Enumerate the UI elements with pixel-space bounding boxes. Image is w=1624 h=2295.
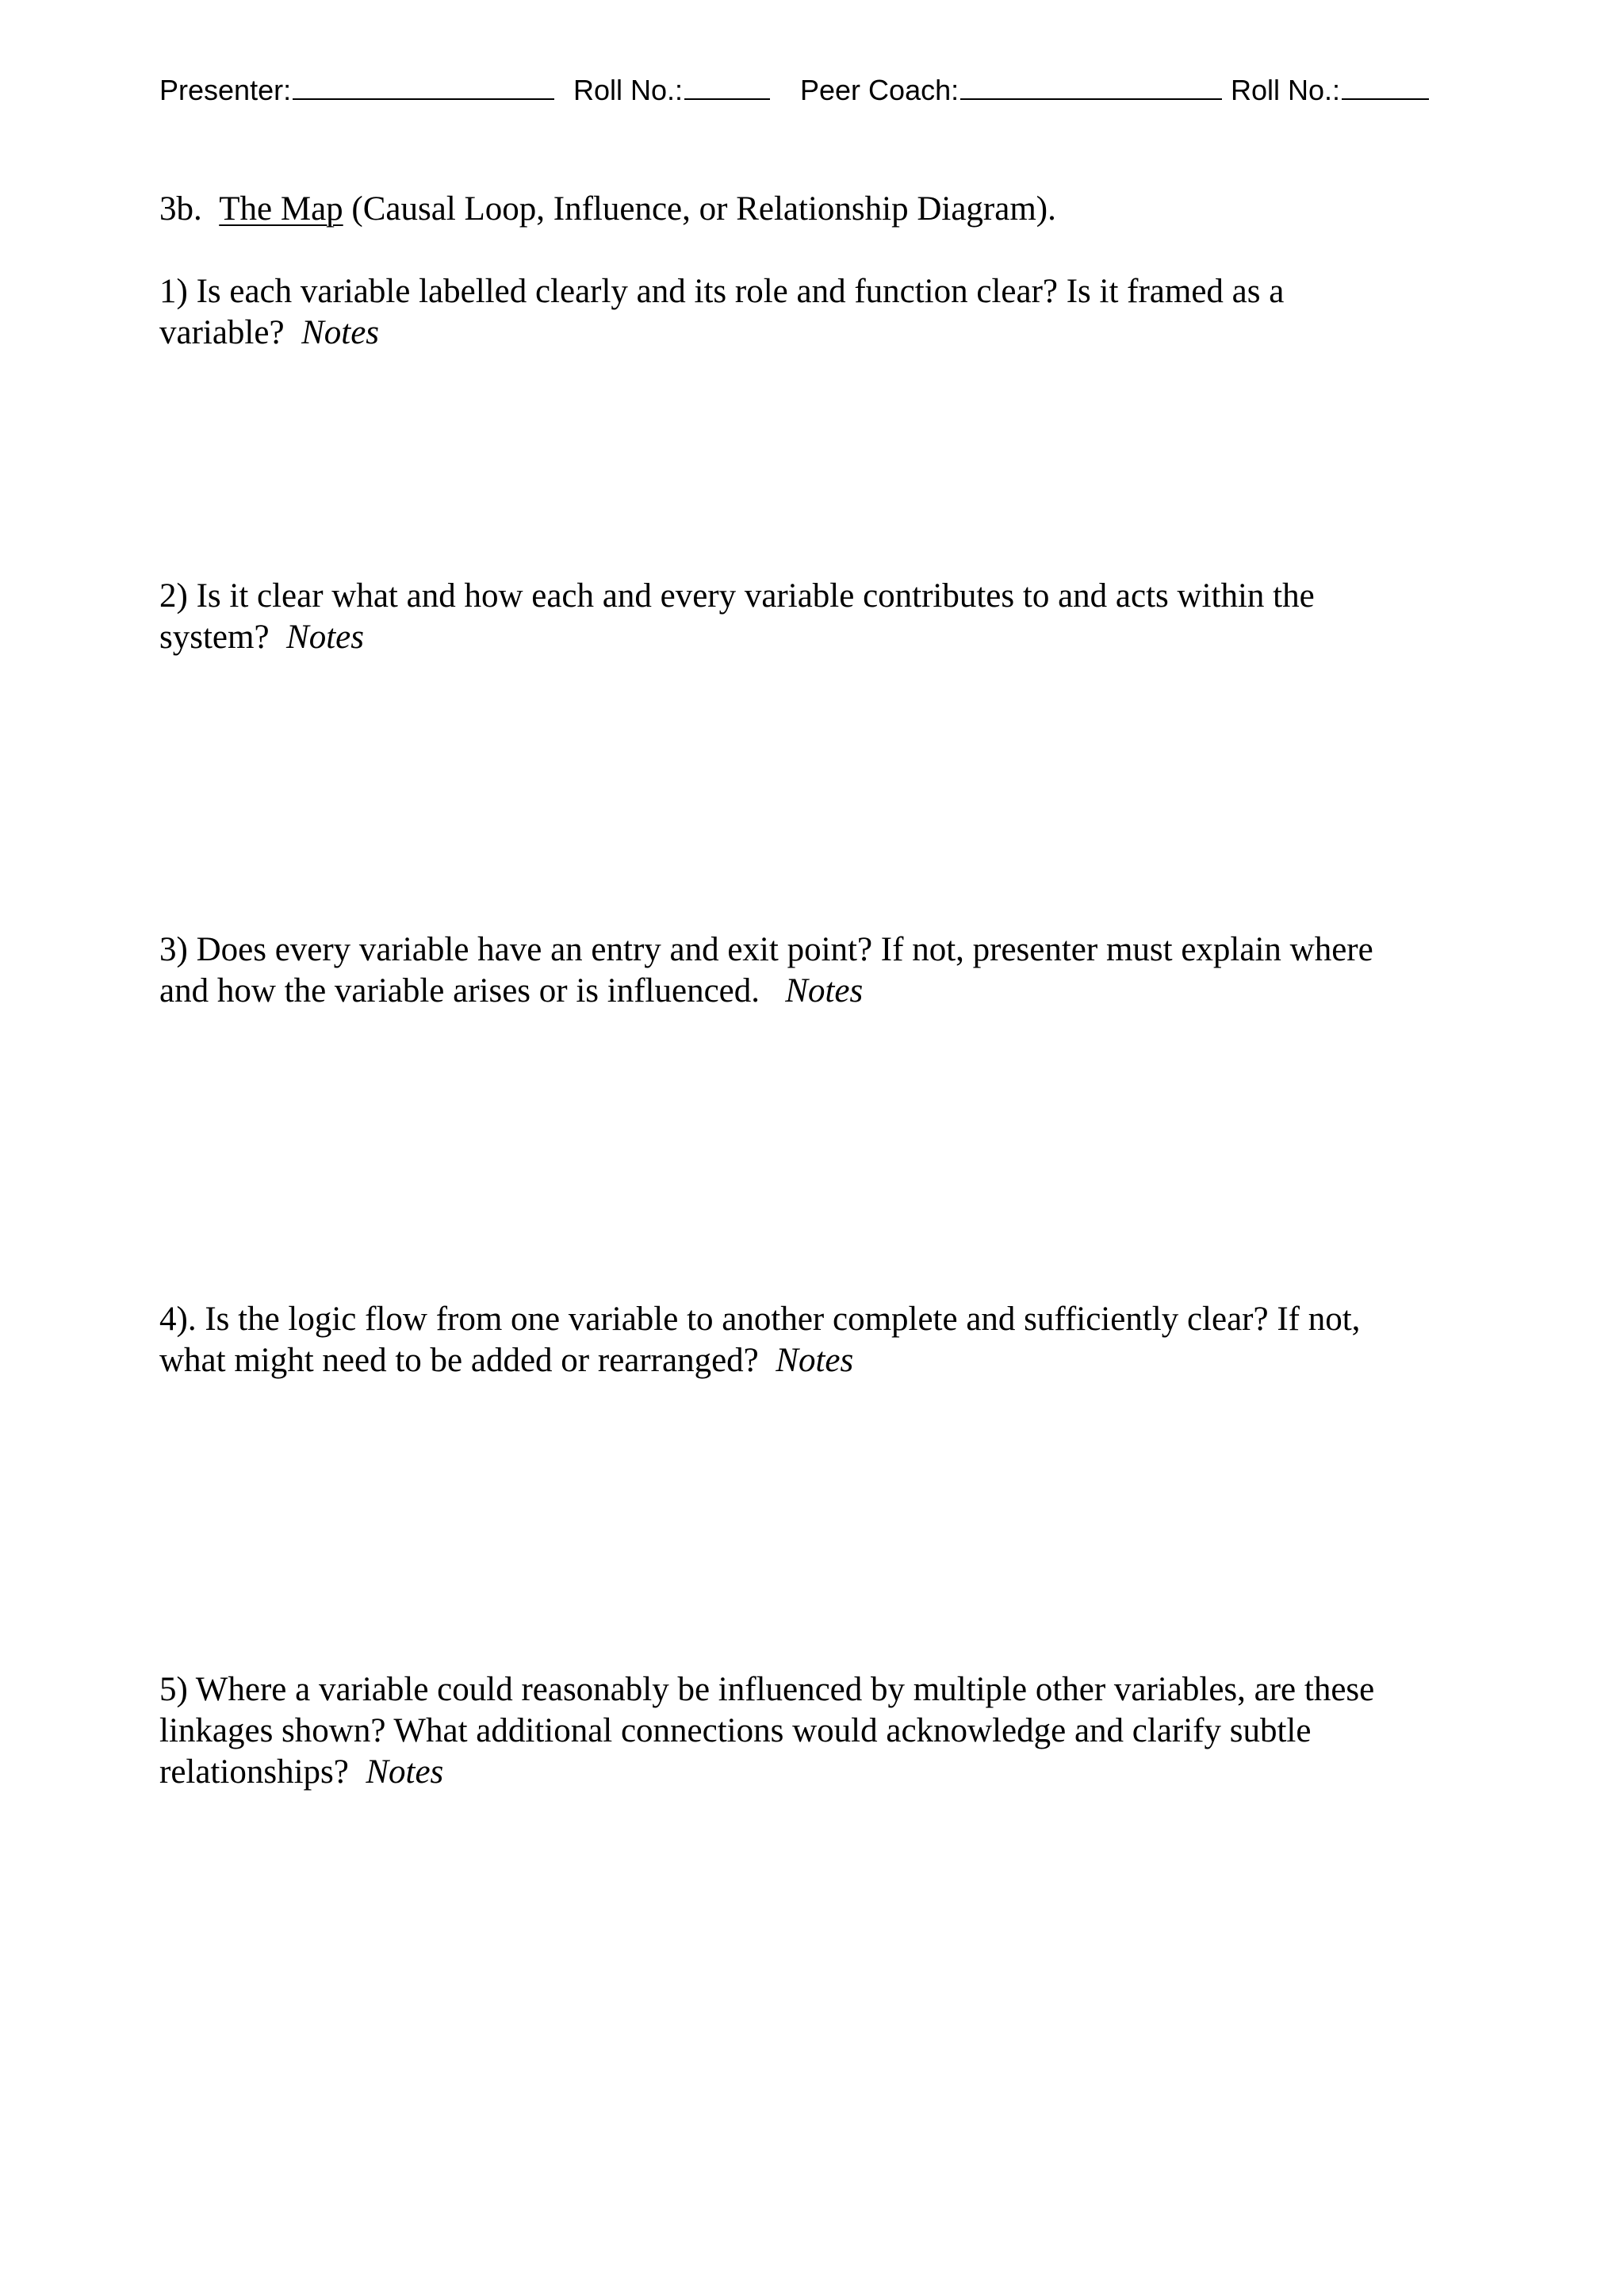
peer-coach-label: Peer Coach: bbox=[800, 74, 959, 106]
question-1-text: 1) Is each variable labelled clearly and its role and function clear? Is it framed as a variable? bbox=[159, 273, 1285, 351]
question-4-text: 4). Is the logic flow from one variable to another complete and sufficiently clear? If not, what might need to be added or rearranged? bbox=[159, 1301, 1361, 1379]
presenter-blank bbox=[293, 71, 554, 100]
question-2-notes: Notes bbox=[286, 619, 364, 656]
question-4 bbox=[159, 1299, 1396, 1381]
presenter-label: Presenter: bbox=[159, 74, 292, 106]
presenter-field bbox=[159, 70, 554, 111]
question-5-notes: Notes bbox=[366, 1753, 444, 1791]
section-title-underlined: The Map bbox=[219, 190, 343, 228]
roll-no-field-2 bbox=[1231, 70, 1429, 111]
peer-coach-blank bbox=[960, 71, 1222, 100]
question-3-text: 3) Does every variable have an entry and exit point? If not, presenter must explain where and how the variable arises or is influenced. bbox=[159, 931, 1373, 1010]
roll-no-label-2: Roll No.: bbox=[1231, 74, 1341, 106]
question-1-notes: Notes bbox=[301, 314, 380, 351]
peer-coach-field bbox=[800, 70, 1222, 111]
question-2-text: 2) Is it clear what and how each and every variable contributes to and acts within the system? bbox=[159, 577, 1315, 656]
question-3-notes: Notes bbox=[785, 972, 864, 1010]
roll-no-field-1 bbox=[573, 70, 770, 111]
roll-no-label-1: Roll No.: bbox=[573, 74, 684, 106]
question-1 bbox=[159, 271, 1396, 354]
section-title bbox=[159, 189, 1396, 230]
question-2 bbox=[159, 576, 1396, 658]
section-number: 3b. bbox=[159, 190, 202, 228]
roll-no-blank-1 bbox=[684, 71, 770, 100]
question-4-notes: Notes bbox=[776, 1342, 854, 1379]
question-3 bbox=[159, 929, 1396, 1012]
roll-no-blank-2 bbox=[1342, 71, 1429, 100]
section-title-rest: (Causal Loop, Influence, or Relationship Diagram). bbox=[343, 190, 1056, 228]
question-5-text: 5) Where a variable could reasonably be influenced by multiple other variables, are these linkages shown? What additional connections would acknowledge and clarify subtle relationships? bbox=[159, 1671, 1375, 1791]
question-5 bbox=[159, 1669, 1396, 1793]
